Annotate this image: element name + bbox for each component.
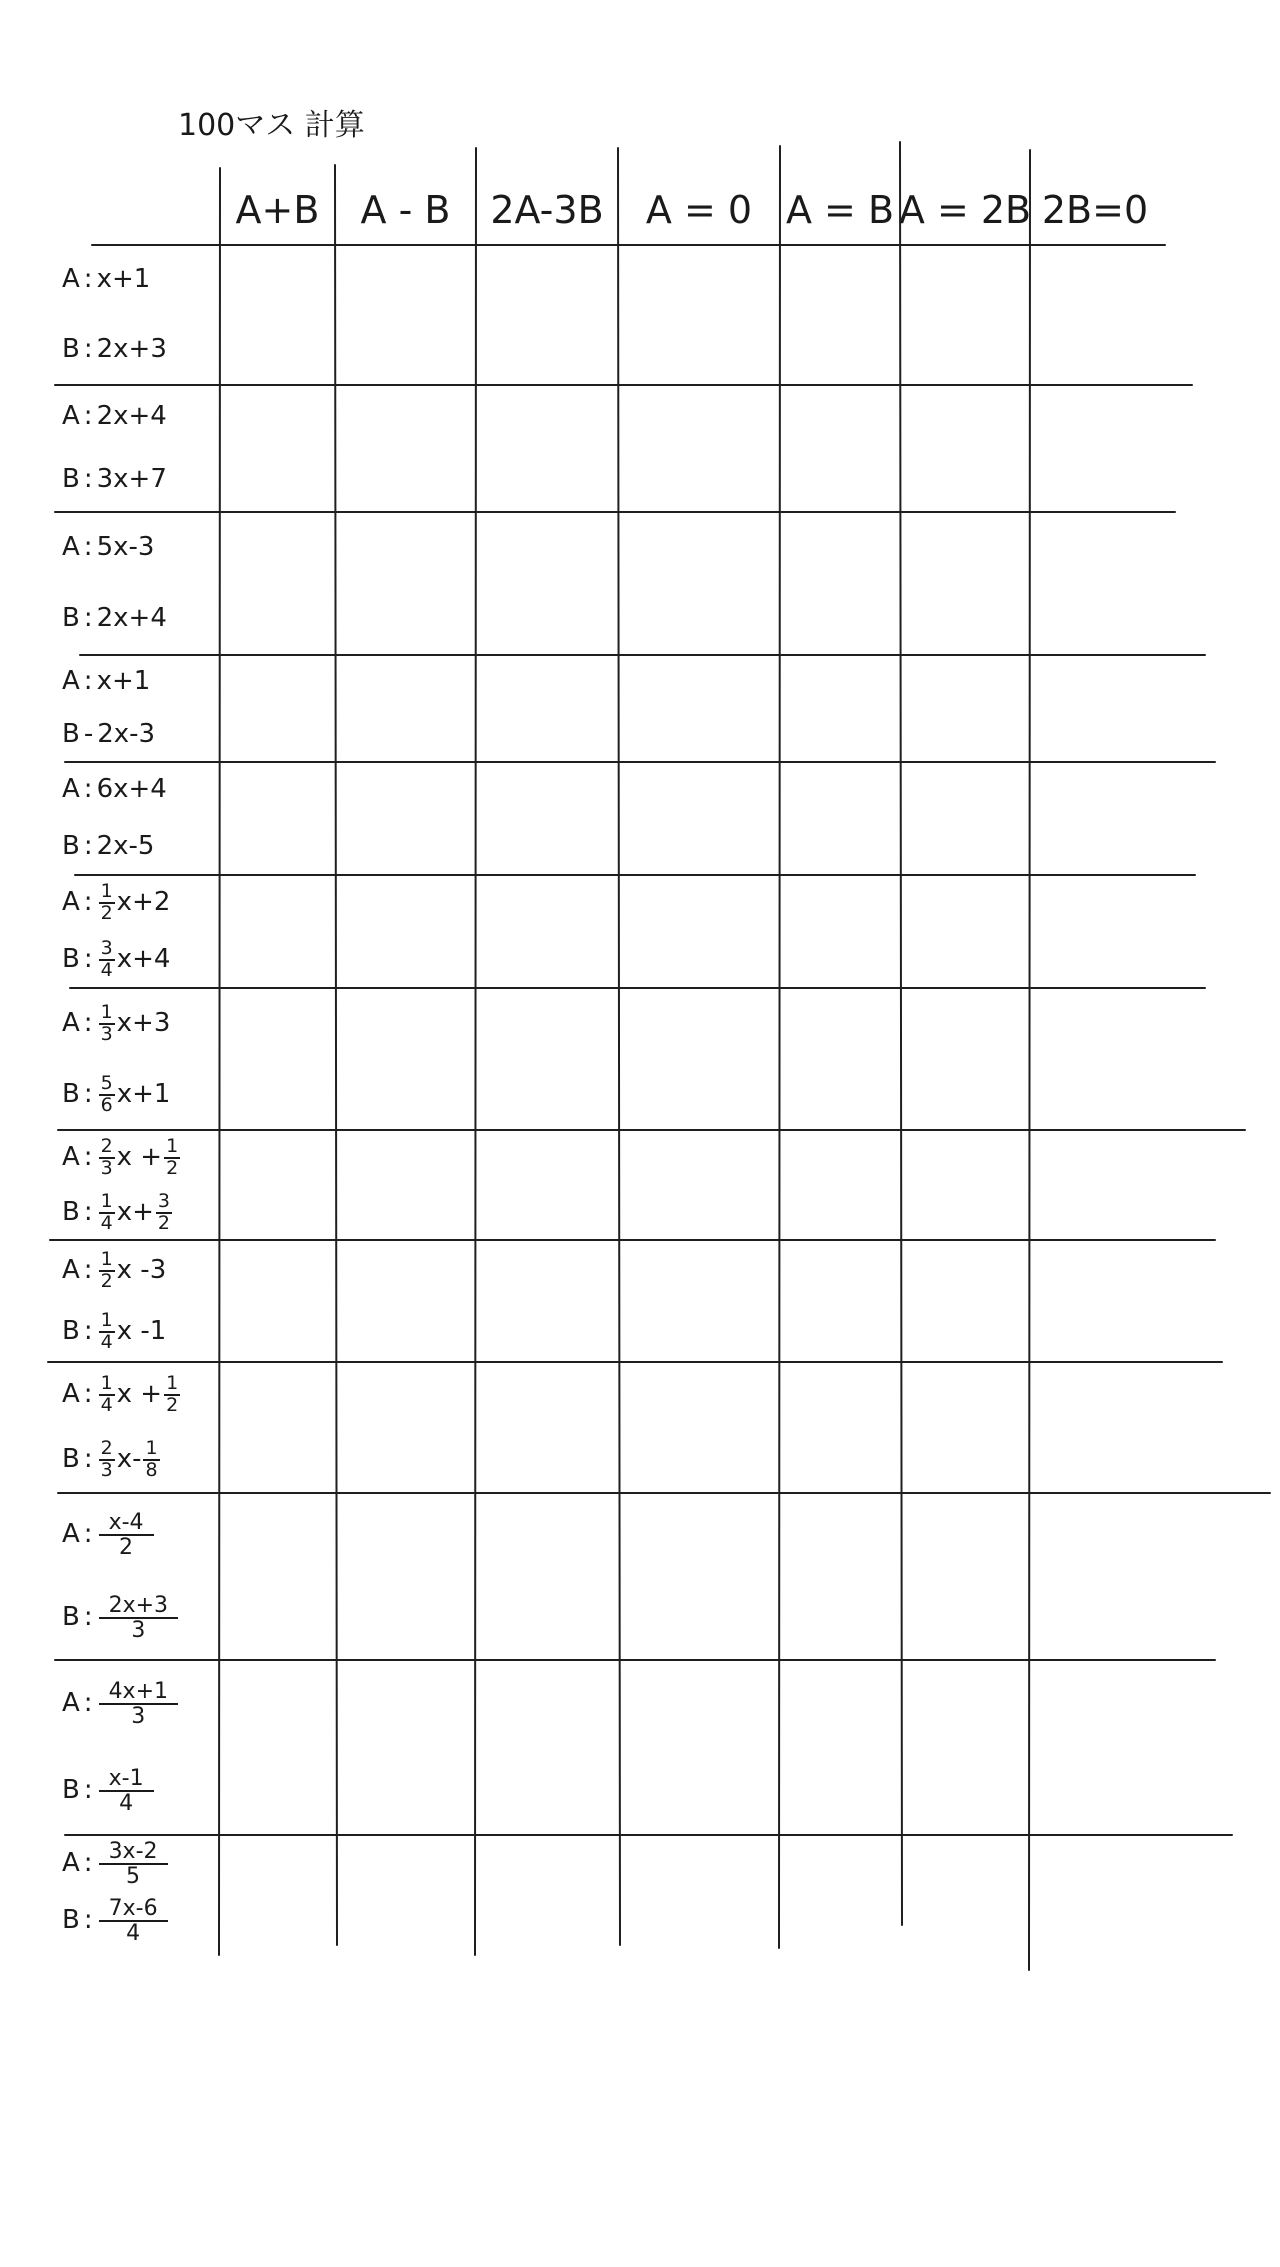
expression-text: 2x-3 — [97, 719, 156, 750]
fraction — [99, 1840, 168, 1888]
expression-text: x+1 — [116, 1078, 171, 1109]
separator: : — [83, 1007, 93, 1038]
denominator: 3 — [100, 1022, 113, 1045]
answer-cell[interactable] — [479, 1133, 615, 1237]
separator: : — [83, 1444, 93, 1475]
answer-cell[interactable] — [479, 991, 615, 1127]
variable-letter: B — [62, 943, 80, 974]
variable-letter: A — [62, 887, 80, 918]
separator: : — [83, 1196, 93, 1227]
variable-letter: B — [62, 464, 80, 495]
column-header: 2B=0 — [1041, 188, 1149, 232]
fraction — [99, 1247, 115, 1292]
column-divider — [1029, 150, 1030, 1970]
answer-cell[interactable] — [223, 658, 332, 759]
answer-cell[interactable] — [621, 878, 777, 985]
answer-cell[interactable] — [223, 991, 332, 1127]
separator: : — [83, 774, 93, 805]
denominator: 4 — [119, 1791, 134, 1817]
expression-a — [62, 882, 220, 924]
expression-b — [62, 936, 220, 981]
expression-text: x+1 — [96, 665, 151, 696]
answer-cell[interactable] — [783, 1838, 897, 1947]
numerator: x-1 — [99, 1767, 154, 1792]
answer-cell[interactable] — [903, 1365, 1027, 1490]
expression-b — [62, 1189, 220, 1234]
answer-cell[interactable] — [479, 765, 615, 872]
fraction — [99, 882, 115, 924]
answer-cell[interactable] — [338, 1838, 473, 1947]
fraction — [99, 1371, 115, 1416]
column-header: A = 0 — [645, 188, 753, 232]
answer-cell[interactable] — [338, 1663, 473, 1832]
answer-cell[interactable] — [338, 878, 473, 985]
variable-letter: B — [62, 1315, 80, 1346]
answer-cell[interactable] — [903, 765, 1027, 872]
row-label — [62, 385, 220, 512]
numerator: x-4 — [99, 1511, 154, 1536]
variable-letter: B — [62, 1078, 80, 1109]
denominator: 2 — [157, 1211, 170, 1234]
fraction — [99, 936, 115, 981]
answer-cell[interactable] — [223, 1663, 332, 1832]
numerator: 5 — [100, 1071, 113, 1094]
expression-text: x+2 — [116, 887, 171, 918]
answer-cell[interactable] — [783, 878, 897, 985]
answer-cell[interactable] — [338, 1243, 473, 1359]
answer-cell[interactable] — [1033, 1838, 1157, 1947]
answer-cell[interactable] — [1033, 1365, 1157, 1490]
numerator: 3 — [157, 1189, 170, 1212]
answer-cell[interactable] — [903, 388, 1027, 509]
fraction — [99, 1000, 115, 1045]
answer-cell[interactable] — [1033, 991, 1157, 1127]
column-header: A - B — [360, 188, 451, 232]
expression-text: x -3 — [116, 1254, 167, 1285]
separator: : — [83, 1254, 93, 1285]
expression-b — [62, 832, 220, 862]
numerator: 1 — [100, 1189, 113, 1212]
variable-letter: A — [62, 1378, 80, 1409]
answer-cell[interactable] — [903, 1838, 1027, 1947]
denominator: 4 — [100, 1211, 113, 1234]
answer-cell[interactable] — [903, 248, 1027, 382]
numerator: 1 — [100, 1308, 113, 1331]
expression-text: x+ — [116, 1196, 154, 1227]
row-label — [62, 1362, 220, 1493]
denominator: 5 — [126, 1863, 141, 1889]
row-label — [62, 875, 220, 988]
column-header: A = 2B — [898, 188, 1032, 232]
answer-cell[interactable] — [621, 658, 777, 759]
answer-cell[interactable] — [479, 248, 615, 382]
answer-cell[interactable] — [621, 991, 777, 1127]
answer-cell[interactable] — [903, 1133, 1027, 1237]
expression-text: x+3 — [116, 1007, 171, 1038]
answer-cell[interactable] — [621, 1133, 777, 1237]
separator: : — [83, 1687, 93, 1718]
column-divider — [475, 148, 476, 1955]
variable-letter: A — [62, 531, 80, 562]
answer-cell[interactable] — [621, 1365, 777, 1490]
separator: : — [83, 1847, 93, 1878]
denominator: 3 — [131, 1618, 146, 1644]
separator: : — [83, 887, 93, 918]
answer-cell[interactable] — [621, 1496, 777, 1657]
fraction — [99, 1308, 115, 1353]
separator: : — [83, 1905, 93, 1936]
fraction — [99, 1134, 115, 1179]
answer-cell[interactable] — [1033, 1496, 1157, 1657]
answer-cell[interactable] — [783, 1365, 897, 1490]
answer-cell[interactable] — [338, 991, 473, 1127]
variable-letter: A — [62, 1007, 80, 1038]
answer-cell[interactable] — [783, 765, 897, 872]
answer-cell[interactable] — [783, 515, 897, 652]
column-divider — [900, 142, 902, 1925]
answer-cell[interactable] — [223, 1365, 332, 1490]
expression-b — [62, 465, 220, 495]
answer-cell[interactable] — [223, 878, 332, 985]
row-label — [62, 512, 220, 655]
answer-cell[interactable] — [1033, 515, 1157, 652]
answer-cell[interactable] — [621, 515, 777, 652]
answer-cell[interactable] — [479, 658, 615, 759]
row-label — [62, 245, 220, 385]
answer-cell[interactable] — [479, 878, 615, 985]
answer-cell[interactable] — [223, 1496, 332, 1657]
denominator: 3 — [131, 1703, 146, 1729]
answer-cell[interactable] — [338, 1365, 473, 1490]
answer-cell[interactable] — [903, 515, 1027, 652]
denominator: 4 — [126, 1921, 141, 1947]
expression-text: 6x+4 — [96, 774, 167, 805]
answer-cell[interactable] — [903, 1496, 1027, 1657]
expression-text: 5x-3 — [96, 531, 155, 562]
column-divider — [618, 148, 620, 1945]
numerator: 2 — [100, 1134, 113, 1157]
answer-cell[interactable] — [479, 1243, 615, 1359]
answer-cell[interactable] — [479, 388, 615, 509]
fraction — [164, 1371, 180, 1416]
answer-cell[interactable] — [1033, 1243, 1157, 1359]
expression-b — [62, 335, 220, 365]
answer-cell[interactable] — [223, 388, 332, 509]
answer-cell[interactable] — [1033, 1663, 1157, 1832]
variable-letter: A — [62, 1141, 80, 1172]
expression-text: x+4 — [116, 943, 171, 974]
denominator: 6 — [100, 1093, 113, 1116]
separator: : — [83, 603, 93, 634]
variable-letter: B — [62, 1196, 80, 1227]
variable-letter: A — [62, 665, 80, 696]
numerator: 4x+1 — [99, 1680, 178, 1705]
row-label — [62, 988, 220, 1130]
numerator: 7x-6 — [99, 1897, 168, 1922]
variable-letter: A — [62, 264, 80, 295]
column-header: A = B — [785, 188, 895, 232]
expression-b — [62, 1308, 220, 1353]
answer-cell[interactable] — [783, 991, 897, 1127]
variable-letter: B — [62, 830, 80, 861]
answer-cell[interactable] — [621, 1838, 777, 1947]
column-header: A+B — [235, 188, 320, 232]
denominator: 2 — [166, 1156, 179, 1179]
column-header: 2A-3B — [490, 188, 604, 232]
separator: : — [83, 1518, 93, 1549]
variable-letter: B — [62, 1775, 80, 1806]
answer-cell[interactable] — [783, 1496, 897, 1657]
fraction — [99, 1511, 154, 1559]
expression-a — [62, 775, 220, 805]
answer-cell[interactable] — [783, 1663, 897, 1832]
expression-b — [62, 1767, 220, 1815]
separator: : — [83, 334, 93, 365]
row-label — [62, 762, 220, 875]
answer-cell[interactable] — [1033, 1133, 1157, 1237]
expression-text: 2x-5 — [96, 830, 155, 861]
answer-cell[interactable] — [621, 765, 777, 872]
expression-b — [62, 1439, 220, 1481]
expression-a — [62, 667, 220, 697]
fraction — [99, 1189, 115, 1234]
row-label — [62, 1240, 220, 1362]
variable-letter: A — [62, 774, 80, 805]
variable-letter: A — [62, 400, 80, 431]
separator: : — [83, 830, 93, 861]
answer-cell[interactable] — [783, 1243, 897, 1359]
denominator: 8 — [145, 1459, 158, 1482]
separator: : — [83, 665, 93, 696]
answer-cell[interactable] — [903, 991, 1027, 1127]
answer-cell[interactable] — [903, 1663, 1027, 1832]
numerator: 1 — [145, 1437, 158, 1460]
answer-cell[interactable] — [223, 765, 332, 872]
fraction — [156, 1189, 172, 1234]
numerator: 1 — [166, 1134, 179, 1157]
expression-b — [62, 1897, 220, 1945]
expression-text: x- — [116, 1444, 142, 1475]
separator: : — [83, 264, 93, 295]
expression-b — [62, 604, 220, 634]
answer-cell[interactable] — [783, 1133, 897, 1237]
expression-a — [62, 1000, 220, 1045]
variable-letter: A — [62, 1847, 80, 1878]
numerator: 2 — [100, 1437, 113, 1460]
separator: : — [83, 531, 93, 562]
denominator: 2 — [100, 1269, 113, 1292]
expression-a — [62, 1511, 220, 1559]
expression-text: 3x+7 — [96, 464, 167, 495]
answer-cell[interactable] — [479, 1663, 615, 1832]
numerator: 3 — [100, 936, 113, 959]
answer-cell[interactable] — [479, 1365, 615, 1490]
expression-b — [62, 1071, 220, 1116]
answer-cell[interactable] — [223, 248, 332, 382]
denominator: 3 — [100, 1459, 113, 1482]
answer-cell[interactable] — [338, 248, 473, 382]
column-divider — [779, 146, 780, 1948]
expression-a — [62, 533, 220, 563]
expression-text: 2x+4 — [96, 400, 167, 431]
row-label — [62, 1835, 220, 1950]
expression-b — [62, 720, 220, 750]
answer-cell[interactable] — [338, 1133, 473, 1237]
numerator: 1 — [100, 1371, 113, 1394]
denominator: 4 — [100, 1330, 113, 1353]
expression-a — [62, 1680, 220, 1728]
expression-text: x+1 — [96, 264, 151, 295]
expression-text: 2x+4 — [96, 603, 167, 634]
answer-cell[interactable] — [783, 658, 897, 759]
answer-cell[interactable] — [621, 248, 777, 382]
variable-letter: A — [62, 1687, 80, 1718]
separator: : — [83, 464, 93, 495]
answer-cell[interactable] — [338, 388, 473, 509]
answer-cell[interactable] — [1033, 878, 1157, 985]
variable-letter: B — [62, 1905, 80, 1936]
answer-cell[interactable] — [1033, 658, 1157, 759]
denominator: 2 — [119, 1534, 134, 1560]
numerator: 1 — [100, 880, 113, 903]
separator: : — [83, 400, 93, 431]
expression-b — [62, 1594, 220, 1642]
expression-a — [62, 1371, 220, 1416]
answer-cell[interactable] — [621, 1243, 777, 1359]
numerator: 1 — [100, 1247, 113, 1270]
fraction — [99, 1767, 154, 1815]
row-label — [62, 655, 220, 762]
answer-cell[interactable] — [223, 515, 332, 652]
answer-cell[interactable] — [1033, 248, 1157, 382]
expression-a — [62, 402, 220, 432]
variable-letter: B — [62, 603, 80, 634]
numerator: 2x+3 — [99, 1594, 178, 1619]
row-label — [62, 1493, 220, 1660]
expression-a — [62, 265, 220, 295]
fraction — [99, 1439, 115, 1481]
expression-a — [62, 1247, 220, 1292]
answer-cell[interactable] — [338, 765, 473, 872]
answer-cell[interactable] — [903, 1243, 1027, 1359]
separator: : — [83, 1602, 93, 1633]
variable-letter: B — [62, 1444, 80, 1475]
expression-text: x -1 — [116, 1315, 167, 1346]
answer-cell[interactable] — [223, 1133, 332, 1237]
numerator: 3x-2 — [99, 1840, 168, 1865]
answer-cell[interactable] — [903, 878, 1027, 985]
answer-cell[interactable] — [903, 658, 1027, 759]
variable-letter: A — [62, 1254, 80, 1285]
fraction — [99, 1594, 178, 1642]
answer-cell[interactable] — [783, 388, 897, 509]
answer-cell[interactable] — [479, 1838, 615, 1947]
variable-letter: B — [62, 1602, 80, 1633]
answer-cell[interactable] — [338, 1496, 473, 1657]
variable-letter: B — [62, 719, 80, 750]
expression-text: x + — [116, 1378, 163, 1409]
fraction — [99, 1897, 168, 1945]
answer-cell[interactable] — [479, 1496, 615, 1657]
numerator: 1 — [100, 1000, 113, 1023]
expression-a — [62, 1134, 220, 1179]
expression-text: 2x+3 — [96, 334, 167, 365]
expression-text: x + — [116, 1141, 163, 1172]
separator: - — [83, 719, 94, 750]
separator: : — [83, 1078, 93, 1109]
answer-cell[interactable] — [338, 515, 473, 652]
denominator: 2 — [100, 902, 113, 925]
separator: : — [83, 1378, 93, 1409]
answer-cell[interactable] — [621, 1663, 777, 1832]
fraction — [99, 1680, 178, 1728]
answer-cell[interactable] — [621, 388, 777, 509]
fraction — [143, 1439, 159, 1481]
worksheet-title: 100マス 計算 — [178, 108, 365, 143]
row-label — [62, 1660, 220, 1835]
answer-cell[interactable] — [783, 248, 897, 382]
denominator: 3 — [100, 1156, 113, 1179]
fraction — [164, 1134, 180, 1179]
answer-cell[interactable] — [1033, 388, 1157, 509]
separator: : — [83, 1775, 93, 1806]
variable-letter: B — [62, 334, 80, 365]
answer-cell[interactable] — [223, 1838, 332, 1947]
denominator: 2 — [166, 1393, 179, 1416]
fraction — [99, 1071, 115, 1116]
expression-a — [62, 1840, 220, 1888]
column-divider — [335, 165, 337, 1945]
denominator: 4 — [100, 1393, 113, 1416]
variable-letter: A — [62, 1518, 80, 1549]
numerator: 1 — [166, 1371, 179, 1394]
row-label — [62, 1130, 220, 1240]
denominator: 4 — [100, 958, 113, 981]
answer-cell[interactable] — [223, 1243, 332, 1359]
answer-cell[interactable] — [338, 658, 473, 759]
answer-cell[interactable] — [1033, 765, 1157, 872]
separator: : — [83, 943, 93, 974]
separator: : — [83, 1315, 93, 1346]
separator: : — [83, 1141, 93, 1172]
answer-cell[interactable] — [479, 515, 615, 652]
